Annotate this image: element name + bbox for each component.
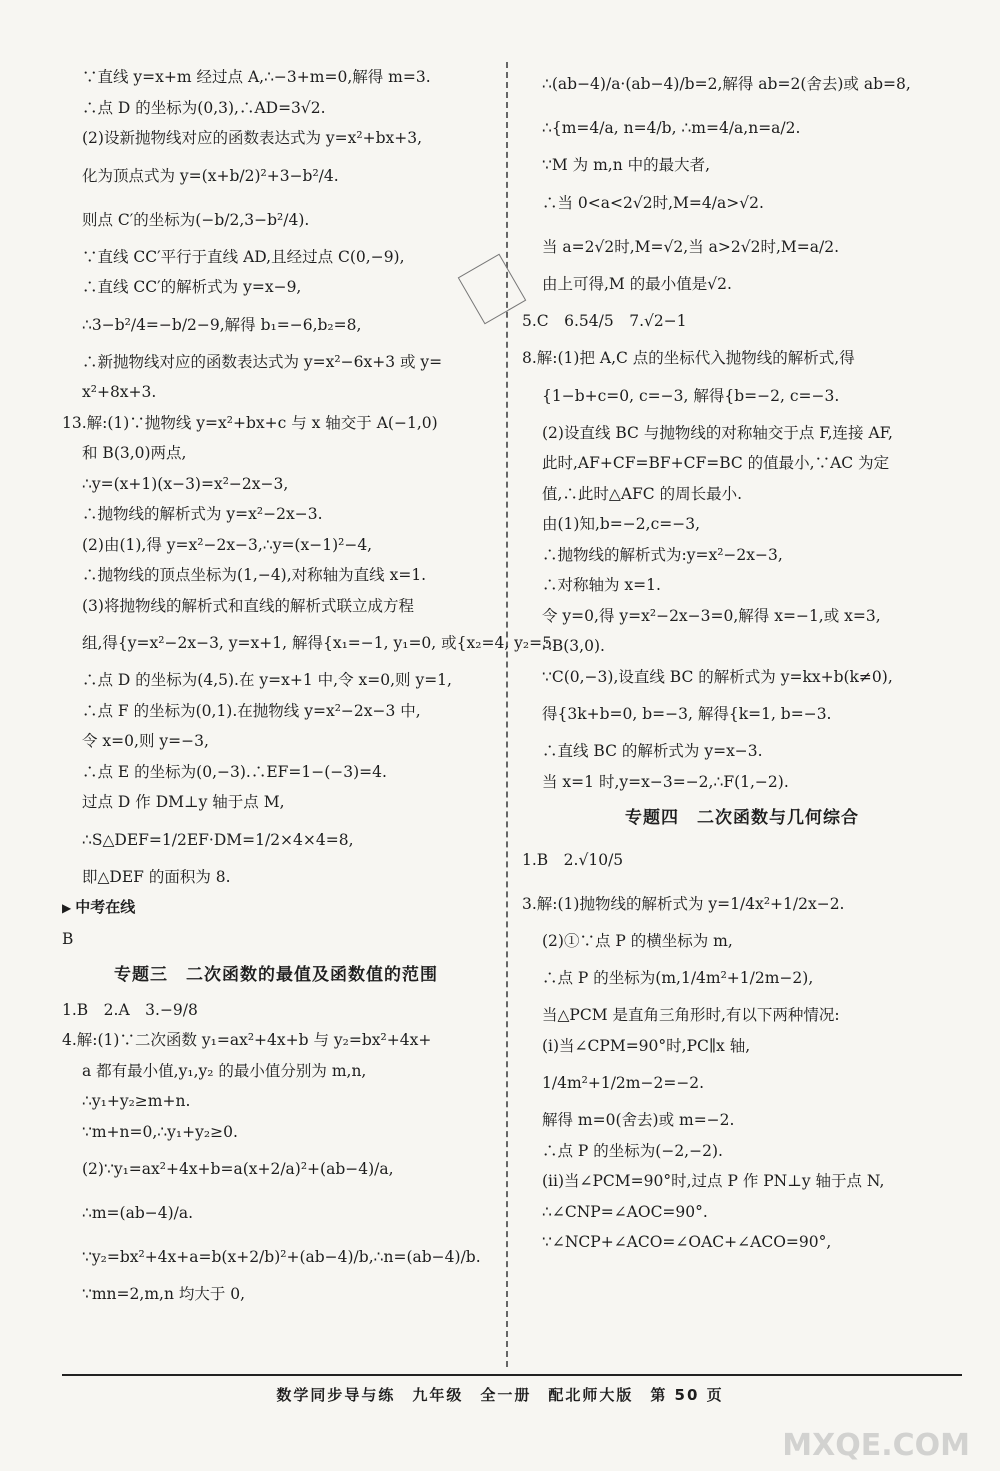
text-line: ∴直线 CC′的解析式为 y=x−9,: [82, 278, 302, 296]
text-line: 1.B 2.√10/5: [522, 850, 624, 869]
text-line: 当△PCM 是直角三角形时,有以下两种情况:: [542, 1006, 840, 1024]
text-line: 解得 m=0(舍去)或 m=−2.: [542, 1111, 735, 1129]
text-line: ∵直线 y=x+m 经过点 A,∴−3+m=0,解得 m=3.: [82, 68, 431, 86]
text-line: ∴m=(ab−4)/a.: [82, 1204, 194, 1222]
text-line: ∴对称轴为 x=1.: [542, 576, 661, 594]
text-line: (i)当∠CPM=90°时,PC∥x 轴,: [542, 1036, 751, 1055]
footer-rule: [62, 1374, 962, 1376]
text-line: ∴抛物线的解析式为 y=x²−2x−3.: [82, 505, 323, 523]
text-line: ∵∠NCP+∠ACO=∠OAC+∠ACO=90°,: [542, 1233, 832, 1251]
text-line: ∴y₁+y₂≥m+n.: [82, 1092, 191, 1110]
section-heading: 专题四 二次函数与几何综合: [625, 808, 859, 828]
text-line: ∴抛物线的解析式为:y=x²−2x−3,: [542, 545, 783, 564]
watermark: MXQE.COM: [782, 1428, 970, 1463]
text-line: 当 x=1 时,y=x−3=−2,∴F(1,−2).: [542, 772, 789, 791]
text-line: x²+8x+3.: [82, 383, 157, 401]
text-line: 令 y=0,得 y=x²−2x−3=0,解得 x=−1,或 x=3,: [542, 606, 881, 625]
text-line: 过点 D 作 DM⊥y 轴于点 M,: [82, 793, 285, 811]
text-line: 13.解:(1)∵抛物线 y=x²+bx+c 与 x 轴交于 A(−1,0): [62, 413, 438, 432]
text-line: (2)设新抛物线对应的函数表达式为 y=x²+bx+3,: [82, 129, 423, 147]
text-line: ∴S△DEF=1/2EF·DM=1/2×4×4=8,: [82, 830, 354, 849]
text-line: 8.解:(1)把 A,C 点的坐标代入抛物线的解析式,得: [522, 349, 855, 367]
page-footer: 数学同步导与练 九年级 全一册 配北师大版 第 50 页: [276, 1386, 724, 1404]
text-line: 化为顶点式为 y=(x+b/2)²+3−b²/4.: [82, 166, 339, 185]
text-line: ∵C(0,−3),设直线 BC 的解析式为 y=kx+b(k≠0),: [542, 667, 893, 686]
text-line: (2)设直线 BC 与抛物线的对称轴交于点 F,连接 AF,: [542, 423, 893, 442]
text-line: 令 x=0,则 y=−3,: [82, 732, 209, 750]
subsection-label: [62, 892, 490, 924]
text-line: ∴直线 BC 的解析式为 y=x−3.: [542, 742, 763, 760]
text-line: ∴3−b²/4=−b/2−9,解得 b₁=−6,b₂=8,: [82, 315, 362, 334]
text-line: B: [62, 929, 74, 948]
text-line: a 都有最小值,y₁,y₂ 的最小值分别为 m,n,: [82, 1061, 367, 1080]
text-line: {1−b+c=0, c=−3, 解得{b=−2, c=−3.: [542, 386, 840, 405]
text-line: ∴y=(x+1)(x−3)=x²−2x−3,: [82, 474, 289, 493]
text-line: ∴当 0<a<2√2时,M=4/a>√2.: [542, 193, 764, 212]
text-line: (2)∵y₁=ax²+4x+b=a(x+2/a)²+(ab−4)/a,: [82, 1160, 394, 1178]
text-line: 值,∴此时△AFC 的周长最小.: [542, 484, 743, 503]
text-line: ∵m+n=0,∴y₁+y₂≥0.: [82, 1122, 238, 1141]
text-line: 即△DEF 的面积为 8.: [82, 867, 231, 886]
text-line: ∴∠CNP=∠AOC=90°.: [542, 1202, 708, 1221]
text-line: ∵M 为 m,n 中的最大者,: [542, 156, 711, 174]
column-divider: [506, 62, 508, 1367]
text-line: 当 a=2√2时,M=√2,当 a>2√2时,M=a/2.: [542, 237, 839, 256]
text-line: 得{3k+b=0, b=−3, 解得{k=1, b=−3.: [542, 705, 832, 723]
text-line: ∴{m=4/a, n=4/b, ∴m=4/a,n=a/2.: [542, 119, 801, 137]
subsection-text: 中考在线: [75, 898, 136, 916]
text-line: (2)由(1),得 y=x²−2x−3,∴y=(x−1)²−4,: [82, 535, 373, 554]
text-line: ∵y₂=bx²+4x+a=b(x+2/b)²+(ab−4)/b,∴n=(ab−4)/b.: [82, 1248, 481, 1266]
text-line: 4.解:(1)∵二次函数 y₁=ax²+4x+b 与 y₂=bx²+4x+: [62, 1031, 432, 1049]
text-line: (ii)当∠PCM=90°时,过点 P 作 PN⊥y 轴于点 N,: [542, 1172, 885, 1190]
text-line: 则点 C′的坐标为(−b/2,3−b²/4).: [82, 210, 310, 229]
text-line: ∴点 P 的坐标为(m,1/4m²+1/2m−2),: [542, 969, 814, 987]
text-line: 此时,AF+CF=BF+CF=BC 的值最小,∵AC 为定: [542, 454, 890, 472]
left-column: [62, 62, 557, 1310]
text-line: ∴B(3,0).: [542, 637, 605, 655]
text-line: 1.B 2.A 3.−9/8: [62, 1000, 198, 1019]
right-column: [522, 62, 962, 1258]
text-line: 组,得{y=x²−2x−3, y=x+1, 解得{x₁=−1, y₁=0, 或{x₂=4, y₂=5.: [82, 634, 557, 652]
text-line: ∵mn=2,m,n 均大于 0,: [82, 1285, 246, 1303]
text-line: 5.C 6.54/5 7.√2−1: [522, 312, 687, 330]
text-line: 和 B(3,0)两点,: [82, 444, 187, 462]
text-line: 1/4m²+1/2m−2=−2.: [542, 1074, 705, 1092]
text-line: (2)①∵点 P 的横坐标为 m,: [542, 931, 733, 950]
arrow-icon: ▶: [62, 901, 72, 915]
text-line: ∴点 D 的坐标为(4,5).在 y=x+1 中,令 x=0,则 y=1,: [82, 671, 452, 689]
text-line: ∴点 D 的坐标为(0,3),∴AD=3√2.: [82, 98, 326, 117]
text-line: ∴新抛物线对应的函数表达式为 y=x²−6x+3 或 y=: [82, 352, 443, 371]
text-line: 3.解:(1)抛物线的解析式为 y=1/4x²+1/2x−2.: [522, 894, 845, 913]
text-line: ∴点 E 的坐标为(0,−3).∴EF=1−(−3)=4.: [82, 762, 387, 781]
text-line: (3)将抛物线的解析式和直线的解析式联立成方程: [82, 596, 414, 615]
text-line: 由上可得,M 的最小值是√2.: [542, 274, 732, 293]
text-line: ∴抛物线的顶点坐标为(1,−4),对称轴为直线 x=1.: [82, 566, 427, 584]
text-line: ∴(ab−4)/a·(ab−4)/b=2,解得 ab=2(舍去)或 ab=8,: [542, 75, 911, 93]
text-line: 由(1)知,b=−2,c=−3,: [542, 515, 701, 533]
text-line: ∵直线 CC′平行于直线 AD,且经过点 C(0,−9),: [82, 247, 405, 266]
text-line: ∴点 F 的坐标为(0,1).在抛物线 y=x²−2x−3 中,: [82, 701, 421, 720]
text-line: ∴点 P 的坐标为(−2,−2).: [542, 1141, 723, 1160]
section-heading: 专题三 二次函数的最值及函数值的范围: [114, 965, 438, 985]
